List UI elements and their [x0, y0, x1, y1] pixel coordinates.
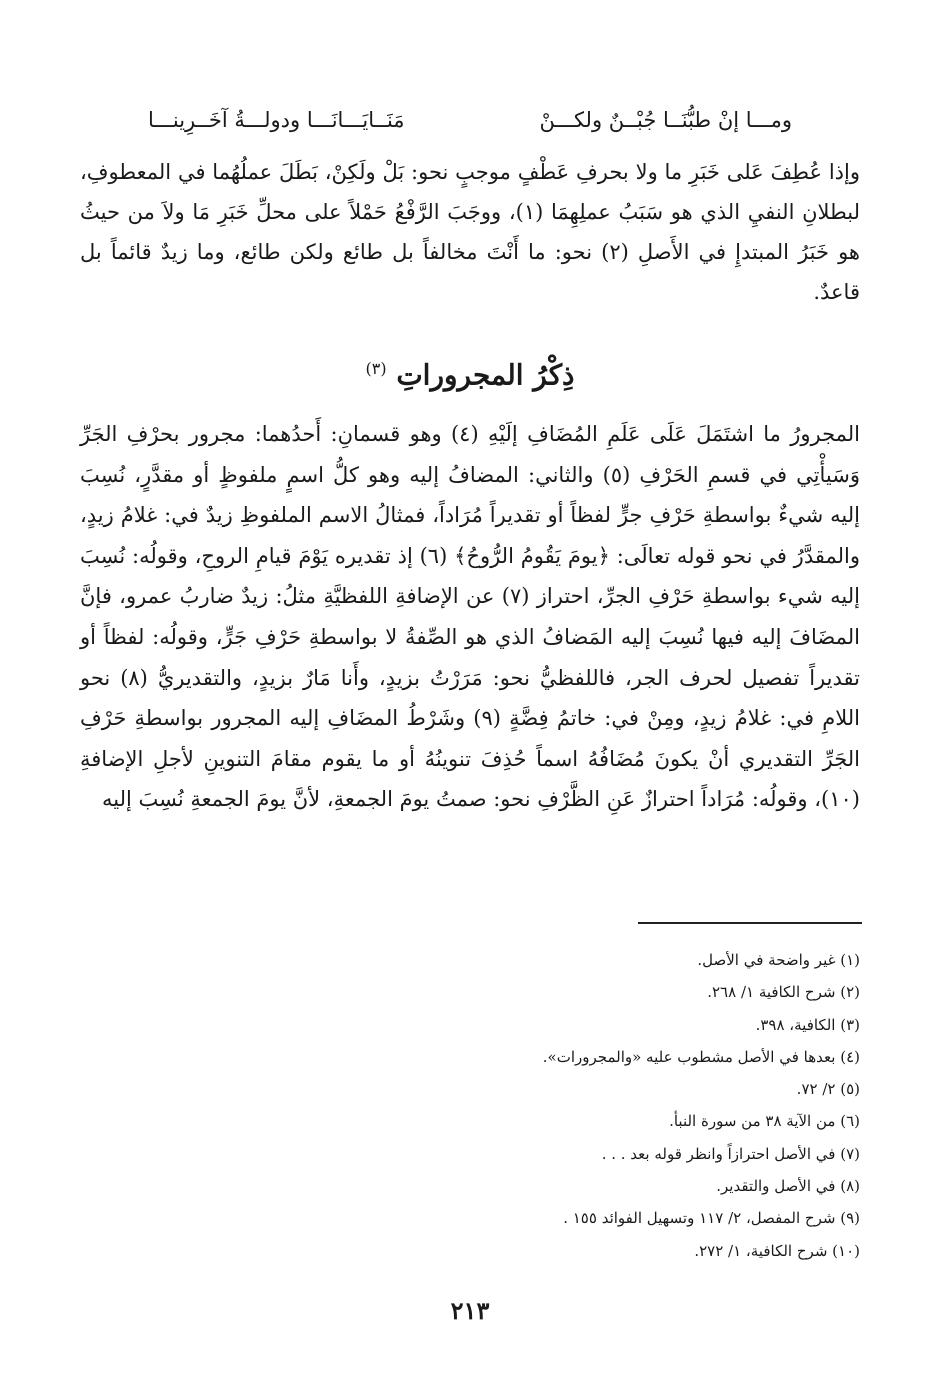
section-heading: [0, 344, 940, 394]
footnote-item: (٤) بعدها في الأصل مشطوب عليه «والمجرورات».: [542, 1047, 860, 1066]
poetry-verse: [148, 100, 792, 140]
footnotes-list: [80, 944, 860, 1267]
footnote-reference: (٣): [365, 359, 387, 378]
footnote-separator: [638, 922, 862, 924]
body-section-1: [80, 152, 860, 312]
section-heading-text: ذِكْرُ المجروراتِ: [396, 358, 575, 392]
footnote-item: (١٠) شرح الكافية، ١/ ٢٧٢.: [694, 1241, 860, 1260]
paragraph: وإذا عُطِفَ عَلى خَبَرِ ما ولا بحرفِ عَطْفٍ موجبٍ نحو: بَلْ ولَكِنْ، بَطَلَ عملُهُما في المعطوفِ، لبطلانِ النفيِ الذي هو سَبَبُ عملِهِمَا (١)، ووجَبَ الرَّفْعُ حَمْلاً على محلِّ خَبَرِ مَا ولاَ من حيثُ هو خَبَرُ المبتدإِ في الأَصلِ (٢) نحو: ما أَنْتَ مخالفاً بل طائع ولكن طائع، وما زيدٌ قائماً بل قاعدٌ.: [80, 160, 860, 304]
footnote-item: (٥) ٢/ ٧٢.: [796, 1080, 860, 1099]
footnote-item: (٣) الكافية، ٣٩٨.: [755, 1015, 860, 1034]
footnote-item: (٧) في الأصل احترازاً وانظر قوله بعد . . .: [601, 1144, 860, 1163]
verse-second-hemistich: مَنَــايَـــانَـــا ودولـــةُ آخَــرِينـــا: [148, 108, 405, 132]
footnote-item: (٢) شرح الكافية ١/ ٢٦٨.: [707, 983, 860, 1002]
footnote-item: (٨) في الأصل والتقدير.: [716, 1177, 860, 1196]
footnote-item: (٦) من الآية ٣٨ من سورة النبأ.: [669, 1112, 860, 1131]
body-section-2: [80, 414, 860, 820]
verse-first-hemistich: ومـــا إنْ طبُّنَــا جُبْــنٌ ولكـــنْ: [539, 108, 792, 132]
page-number: ٢١٣: [450, 1296, 490, 1325]
paragraph: المجرورُ ما اشتَمَلَ عَلَى عَلَمِ المُضَافِ إلَيْهِ (٤) وهو قسمانِ: أَحدُهما: مجرور بحرْفِ الجَرِّ وَسَيأْتِي في قسمِ الحَرْفِ (٥) والثاني: المضافُ إليه وهو كلُّ اسمٍ ملفوظٍ أو مقدَّرٍ، نُسِبَ إليه شيءٌ بواسطةِ حَرْفِ جرٍّ لفظاً أو تقديراً مُرَاداً، فمثالُ الاسم الملفوظِ زيدٌ في: غلامُ زيدٍ، والمقدَّرُ في نحو قوله تعالَى: ﴿يومَ يَقُومُ الرُّوحُ﴾ (٦) إذ تقديره يَوْمَ قيامِ الروحِ، وقولُه: نُسِبَ إليه شيء بواسطةِ حَرْفِ الجرِّ، احتراز (٧) عن الإضافةِ اللفظيَّةِ مثلُ: زيدٌ ضاربُ عمرو، فإنَّ المضَافَ إليه فيها نُسِبَ إليه المَضافُ الذي هو الصِّفةُ لا بواسطةِ حَرْفِ جَرٍّ، وقولُه: لفظاً أو تقديراً تفصيل لحرف الجر، فاللفظيُّ نحو: مَرَرْتُ بزيدٍ، وأَنا مَارٌ بزيدٍ، والتقديريُّ (٨) نحو اللامِ في: غلامُ زيدٍ، ومِنْ في: خاتمُ فِضَّةٍ (٩) وشَرْطُ المضَافِ إليه المجرور بواسطةِ حَرْفِ الجَرِّ التقديري أنْ يكونَ مُضَافُهُ اسماً حُذِفَ تنوينُهُ أو ما يقوم مقامَ التنوينِ لأجلِ الإضافةِ (١٠)، وقولُه: مُرَاداً احترازٌ عَنِ الظَّرْفِ نحو: صمتُ يومَ الجمعةِ، لأنَّ يومَ الجمعةِ نُسِبَ إليه: [80, 422, 861, 812]
footnote-item: (١) غير واضحة في الأصل.: [697, 951, 860, 969]
footnote-item: (٩) شرح المفصل، ٢/ ١١٧ وتسهيل الفوائد ١٥٥ .: [563, 1209, 860, 1228]
